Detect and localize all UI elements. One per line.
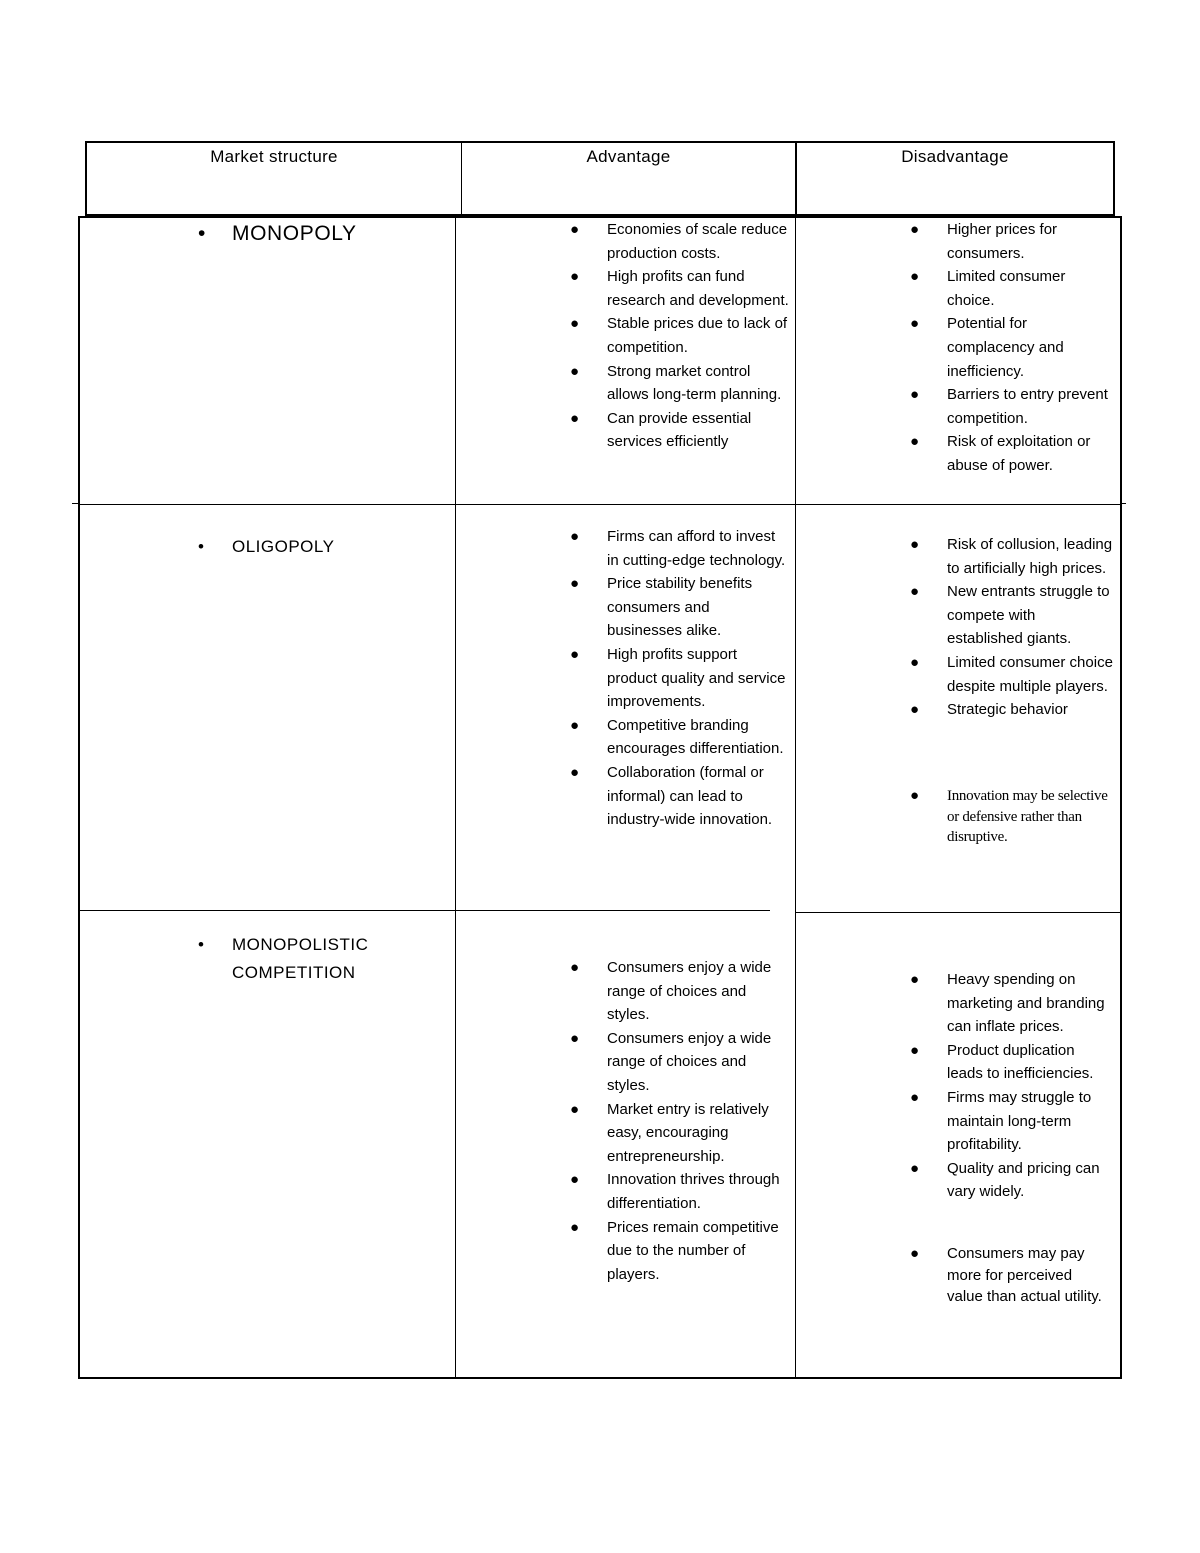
bullet-icon: ● — [910, 1041, 920, 1059]
bullet-icon: ● — [570, 268, 580, 286]
list-item: ● Higher prices for consumers. — [947, 218, 1112, 265]
bullet-icon: ● — [570, 716, 580, 734]
bullet-icon: ● — [570, 959, 580, 976]
monopoly-advantages-list — [570, 218, 792, 454]
list-item: ● Consumers may pay more for perceived value than actual utility. — [910, 1245, 1102, 1305]
list-item: ● Barriers to entry prevent competition. — [947, 383, 1112, 430]
list-item: ● Heavy spending on marketing and branding can inflate prices. — [947, 968, 1112, 1039]
bullet-icon: ● — [910, 1245, 920, 1262]
header-advantage: Advantage — [462, 143, 797, 214]
bullet-icon: ● — [570, 1218, 580, 1236]
bullet-icon: • — [198, 935, 205, 954]
bullet-icon: ● — [910, 536, 920, 553]
column-divider-2 — [795, 218, 796, 1377]
row-divider-2-right — [795, 912, 1120, 913]
bullet-icon: ● — [910, 787, 919, 804]
list-item: ● Quality and pricing can vary widely. — [947, 1157, 1112, 1204]
list-item: ● Innovation may be selective or defensive rather than disruptive. — [910, 787, 1108, 845]
list-item: ● Price stability benefits consumers and businesses alike. — [607, 572, 787, 643]
bullet-icon: ● — [570, 1171, 580, 1189]
oligopoly-disadvantages-list — [910, 533, 1115, 722]
list-item: ● Potential for complacency and inefficiency. — [947, 312, 1112, 383]
bullet-icon: • — [198, 222, 206, 245]
bullet-icon: ● — [910, 433, 920, 451]
list-item: ● Consumers enjoy a wide range of choices and styles. — [607, 1027, 792, 1098]
list-item: ● New entrants struggle to compete with established giants. — [947, 580, 1115, 651]
list-item: ● Consumers enjoy a wide range of choices and styles. — [607, 956, 792, 1027]
list-item: ● Collaboration (formal or informal) can lead to industry-wide innovation. — [607, 761, 787, 832]
structure-oligopoly: • OLIGOPOLY — [232, 533, 334, 561]
bullet-icon: ● — [910, 1159, 920, 1177]
bullet-icon: ● — [570, 528, 580, 545]
structure-monopolistic-competition: • MONOPOLISTIC COMPETITION — [232, 931, 402, 987]
list-item: ● Competitive branding encourages differentiation. — [607, 714, 787, 761]
list-item: ● Innovation thrives through differentiation. — [607, 1168, 792, 1215]
bullet-icon: ● — [910, 1088, 920, 1106]
bullet-icon: ● — [570, 409, 580, 427]
bullet-icon: ● — [570, 1100, 580, 1118]
bullet-icon: ● — [570, 645, 580, 663]
list-item: ● Market entry is relatively easy, encouraging entrepreneurship. — [607, 1098, 792, 1169]
bullet-icon: ● — [570, 763, 580, 781]
monopoly-disadvantages-list — [910, 218, 1112, 478]
monopolistic-disadvantages-list — [910, 968, 1112, 1204]
bullet-icon: ● — [910, 315, 920, 333]
list-item: ● Limited consumer choice despite multiple players. — [947, 651, 1115, 698]
bullet-icon: ● — [910, 971, 920, 988]
list-item: ● Stable prices due to lack of competition. — [607, 312, 792, 359]
row-divider-2 — [80, 910, 770, 911]
list-item: ● Risk of exploitation or abuse of power. — [947, 430, 1112, 477]
bullet-icon: • — [198, 537, 205, 556]
column-divider-1 — [455, 218, 456, 1377]
row-divider-1 — [80, 504, 1120, 505]
bullet-icon: ● — [570, 315, 580, 333]
list-item: ● High profits support product quality and service improvements. — [607, 643, 787, 714]
header-disadvantage: Disadvantage — [901, 147, 1009, 166]
bullet-icon: ● — [570, 1029, 580, 1047]
header-market-structure: Market structure — [87, 143, 462, 214]
list-item: ● Strategic behavior — [947, 698, 1115, 722]
list-item: ● Can provide essential services efficiently — [607, 407, 792, 454]
bullet-icon: ● — [910, 221, 920, 238]
list-item: ● Limited consumer choice. — [947, 265, 1112, 312]
bullet-icon: ● — [570, 575, 580, 593]
list-item: ● Prices remain competitive due to the number of players. — [607, 1216, 792, 1287]
bullet-icon: ● — [570, 221, 580, 238]
list-item: ● Risk of collusion, leading to artificially high prices. — [947, 533, 1115, 580]
oligopoly-advantages-list — [570, 525, 787, 832]
list-item: ● Economies of scale reduce production costs. — [607, 218, 792, 265]
monopolistic-advantages-list — [570, 956, 792, 1286]
list-item: ● Firms can afford to invest in cutting-edge technology. — [607, 525, 787, 572]
list-item: ● Product duplication leads to inefficiencies. — [947, 1039, 1112, 1086]
bullet-icon: ● — [910, 386, 920, 404]
bullet-icon: ● — [910, 701, 920, 719]
list-item: ● High profits can fund research and development. — [607, 265, 792, 312]
bullet-icon: ● — [570, 362, 580, 380]
list-item: ● Strong market control allows long-term planning. — [607, 360, 792, 407]
bullet-icon: ● — [910, 653, 920, 671]
oligopoly-disadvantages-list-extra — [910, 786, 1112, 848]
bullet-icon: ● — [910, 583, 920, 601]
monopolistic-disadvantages-list-extra — [910, 1243, 1112, 1308]
bullet-icon: ● — [910, 268, 920, 286]
structure-monopoly: • MONOPOLY — [232, 220, 357, 248]
table-header-row — [85, 141, 1115, 216]
list-item: ● Firms may struggle to maintain long-term profitability. — [947, 1086, 1112, 1157]
